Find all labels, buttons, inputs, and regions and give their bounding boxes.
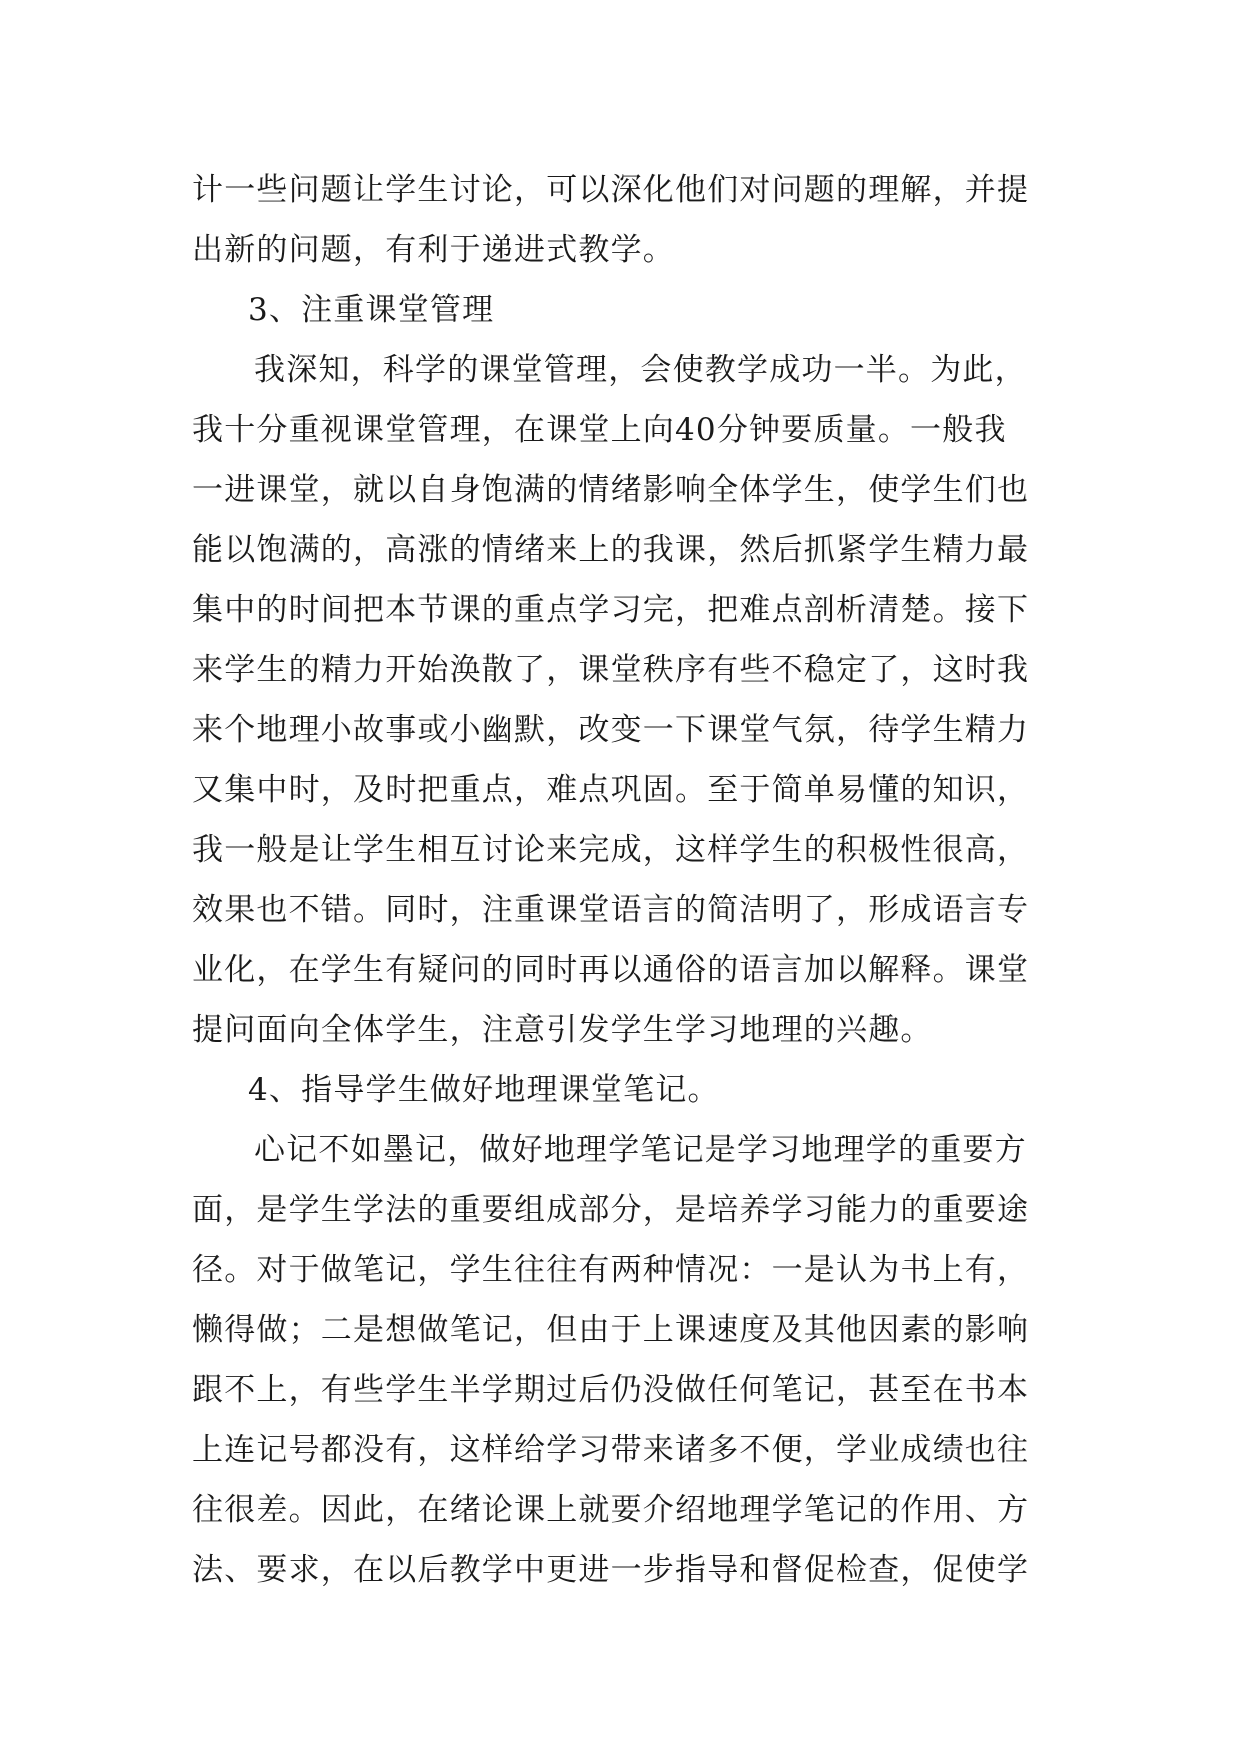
section-heading-3: 3、注重课堂管理 (248, 292, 495, 328)
text-line: 我深知，科学的课堂管理，会使教学成功一半。为此， (254, 352, 1027, 388)
text-line: 跟不上，有些学生半学期过后仍没做任何笔记，甚至在书本 (192, 1372, 1030, 1408)
text-line: 径。对于做笔记，学生往往有两种情况：一是认为书上有， (192, 1252, 1030, 1288)
text-line: 计一些问题让学生讨论，可以深化他们对问题的理解，并提 (192, 172, 1030, 208)
text-line: 提问面向全体学生，注意引发学生学习地理的兴趣。 (192, 1012, 933, 1048)
text-line: 心记不如墨记，做好地理学笔记是学习地理学的重要方 (254, 1132, 1027, 1168)
text-line: 能以饱满的，高涨的情绪来上的我课，然后抓紧学生精力最 (192, 532, 1030, 568)
text-line: 面，是学生学法的重要组成部分，是培养学习能力的重要途 (192, 1192, 1030, 1228)
text-line: 上连记号都没有，这样给学习带来诸多不便，学业成绩也往 (192, 1432, 1030, 1468)
text-line: 集中的时间把本节课的重点学习完，把难点剖析清楚。接下 (192, 592, 1030, 628)
text-line: 来学生的精力开始涣散了，课堂秩序有些不稳定了，这时我 (192, 652, 1030, 688)
text-line: 懒得做；二是想做笔记，但由于上课速度及其他因素的影响 (192, 1312, 1030, 1348)
text-line: 出新的问题，有利于递进式教学。 (192, 232, 675, 268)
text-line: 业化，在学生有疑问的同时再以通俗的语言加以解释。课堂 (192, 952, 1030, 988)
text-line: 效果也不错。同时，注重课堂语言的简洁明了，形成语言专 (192, 892, 1030, 928)
text-line: 又集中时，及时把重点，难点巩固。至于简单易懂的知识， (192, 772, 1030, 808)
text-line: 一进课堂，就以自身饱满的情绪影响全体学生，使学生们也 (192, 472, 1030, 508)
section-heading-4: 4、指导学生做好地理课堂笔记。 (248, 1072, 720, 1108)
text-line: 往很差。因此，在绪论课上就要介绍地理学笔记的作用、方 (192, 1492, 1030, 1528)
body-text (192, 160, 1052, 1600)
text-line: 来个地理小故事或小幽默，改变一下课堂气氛，待学生精力 (192, 712, 1030, 748)
text-line: 法、要求，在以后教学中更进一步指导和督促检查，促使学 (192, 1552, 1030, 1588)
text-line: 我十分重视课堂管理，在课堂上向40分钟要质量。一般我 (192, 412, 1007, 448)
text-line: 我一般是让学生相互讨论来完成，这样学生的积极性很高， (192, 832, 1030, 868)
